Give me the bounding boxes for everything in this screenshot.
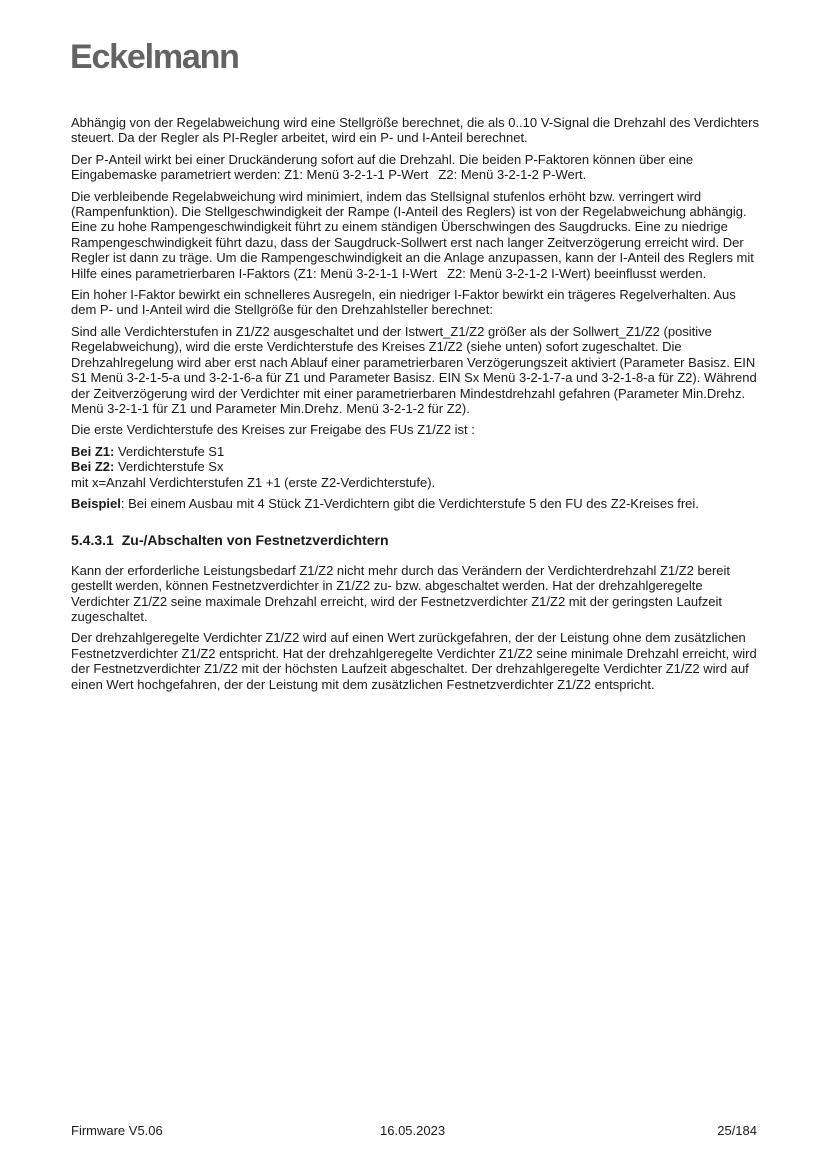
paragraph [71, 189, 761, 281]
z2-note: mit x=Anzahl Verdichterstufen Z1 +1 (erste Z2-Verdichterstufe). [71, 474, 436, 490]
z1-value: Verdichterstufe S1 [117, 443, 225, 459]
document-body [71, 115, 761, 698]
section-heading [71, 533, 761, 548]
paragraph: Abhängig von der Regelabweichung wird eine Stellgröße berechnet, die als 0..10 V-Signal die Drehzahl des Verdichters steuert. Da der Regler als PI-Regler arbeitet, wird ein P- und I-Anteil berechnet. [71, 115, 759, 146]
footer-page-number: 25/184 [717, 1123, 757, 1138]
paragraph-text: Der P-Anteil wirkt bei einer Druckänderung sofort auf die Drehzahl. Die beiden P-Faktoren können über eine Eingabemaske parametriert werden: Z1: Menü 3-2-1-1 P-Wert [71, 151, 694, 183]
z2-label: Bei Z2: [71, 459, 115, 475]
company-logo: Eckelmann [70, 38, 239, 76]
example-text: : Bei einem Ausbau mit 4 Stück Z1-Verdichtern gibt die Verdichterstufe 5 den FU des Z2-Kreises frei. [120, 495, 699, 511]
paragraph-text: Z2: Menü 3-2-1-2 P-Wert. [438, 167, 587, 183]
paragraph-text: Die verbleibende Regelabweichung wird minimiert, indem das Stellsignal stufenlos erhöht bzw. verringert wird (Rampenfunktion). Die Stellgeschwindigkeit der Rampe (I-Anteil des Reglers) ist von der Regelabweichung abhängig. Eine zu hohe Rampengeschwindigkeit führt zu einem ständigen Überschwingen des Saugdrucks. Eine zu niedrige Rampengeschwindigkeit führt dazu, dass der Saugdruck-Sollwert erst nach langer Zeitverzögerung erreicht wird. Der Regler ist dann zu träge. Um die Rampengeschwindigkeit an die Anlage anzupassen, kann der I-Anteil des Reglers mit Hilfe eines parametrierbaren I-Faktors (Z1: Menü 3-2-1-1 I-Wert [71, 188, 754, 281]
page-footer [71, 1123, 757, 1139]
paragraph: Sind alle Verdichterstufen in Z1/Z2 ausgeschaltet und der Istwert_Z1/Z2 größer als der Sollwert_Z1/Z2 (positive Regelabweichung), wird die erste Verdichterstufe des Kreises Z1/Z2 (siehe unten) sofort zugeschaltet. Die Drehzahlregelung wird aber erst nach Ablauf einer parametrierbaren Verzögerungszeit aktiviert (Parameter Basisz. EIN S1 Menü 3-2-1-5-a und 3-2-1-6-a für Z1 und Parameter Basisz. EIN Sx Menü 3-2-1-7-a und 3-2-1-8-a für Z2). Während der Zeitverzögerung wird der Verdichter mit einer parametrierbaren Mindestdrehzahl gefahren (Parameter Min.Drehz. Menü 3-2-1-1 für Z1 und Parameter Min.Drehz. Menü 3-2-1-2 für Z2). [71, 323, 757, 416]
z1-label: Bei Z1: [71, 443, 115, 459]
paragraph: Kann der erforderliche Leistungsbedarf Z1/Z2 nicht mehr durch das Verändern der Verdichterdrehzahl Z1/Z2 bereit gestellt werden, können Festnetzverdichter in Z1/Z2 zu- bzw. abgeschaltet werden. Hat der drehzahlgeregelte Verdichter Z1/Z2 seine maximale Drehzahl erreicht, wird der Festnetzverdichter Z1/Z2 mit der geringsten Laufzeit zugeschaltet. [71, 562, 731, 624]
section-number: 5.4.3.1 [71, 532, 114, 549]
paragraph: Der drehzahlgeregelte Verdichter Z1/Z2 wird auf einen Wert zurückgefahren, der der Leistung ohne dem zusätzlichen Festnetzverdichter Z1/Z2 entspricht. Hat der drehzahlgeregelte Verdichter Z1/Z2 seine minimale Drehzahl erreicht, wird der Festnetzverdichter Z1/Z2 mit der höchsten Laufzeit abgeschaltet. Der drehzahlgeregelte Verdichter Z1/Z2 wird auf einen Wert hochgefahren, der der Leistung mit dem zusätzlichen Festnetzverdichter Z1/Z2 entspricht. [71, 630, 757, 692]
paragraph: Die erste Verdichterstufe des Kreises zur Freigabe des FUs Z1/Z2 ist : [71, 422, 475, 438]
footer-firmware: Firmware V5.06 [71, 1123, 163, 1138]
example-paragraph [71, 496, 761, 511]
z2-value: Verdichterstufe Sx [117, 459, 224, 475]
paragraph [71, 152, 761, 183]
section-title: Zu-/Abschalten von Festnetzverdichtern [121, 532, 389, 549]
paragraph-text: Z2: Menü 3-2-1-2 I-Wert) beeinflusst werden. [447, 265, 707, 281]
stage-list [71, 444, 761, 490]
paragraph: Ein hoher I-Faktor bewirkt ein schnelleres Ausregeln, ein niedriger I-Faktor bewirkt ein trägeres Regelverhalten. Aus dem P- und I-Anteil wird die Stellgröße für den Drehzahlsteller berechnet: [71, 287, 736, 318]
footer-date: 16.05.2023 [380, 1123, 446, 1138]
example-label: Beispiel [71, 495, 121, 511]
